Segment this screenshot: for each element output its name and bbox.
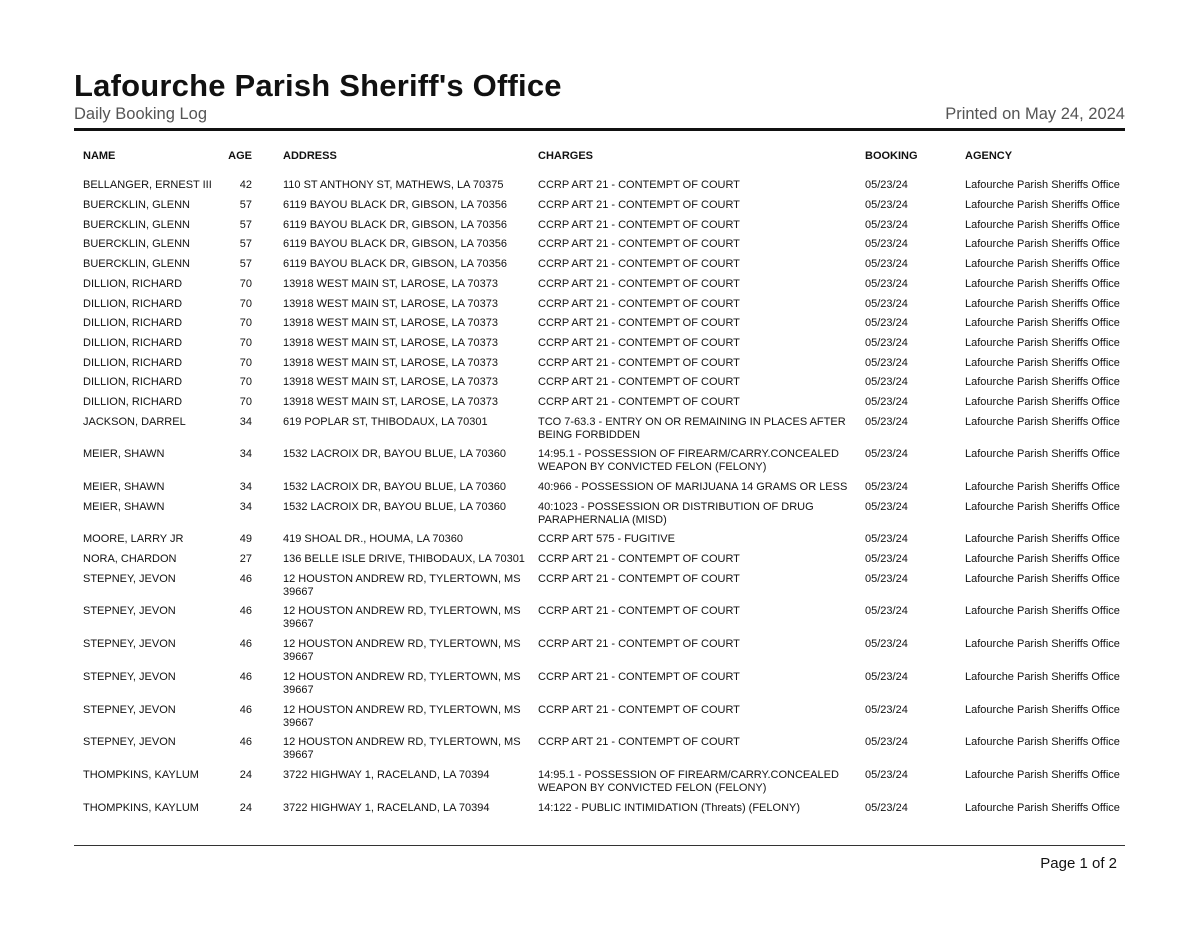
agency-cell: Lafourche Parish Sheriffs Office: [965, 500, 1120, 513]
address-cell: 13918 WEST MAIN ST, LAROSE, LA 70373: [283, 356, 499, 369]
booking-date-cell: 05/23/24: [865, 415, 908, 428]
charges-cell: 14:95.1 - POSSESSION OF FIREARM/CARRY.CONCEALED WEAPON BY CONVICTED FELON (FELONY): [538, 448, 839, 474]
charges-cell: CCRP ART 21 - CONTEMPT OF COURT: [538, 572, 740, 585]
agency-cell: Lafourche Parish Sheriffs Office: [965, 572, 1120, 585]
booking-date-cell: 05/23/24: [865, 448, 908, 461]
address-cell: 110 ST ANTHONY ST, MATHEWS, LA 70375: [283, 179, 504, 192]
agency-cell: Lafourche Parish Sheriffs Office: [965, 415, 1120, 428]
charges-cell: CCRP ART 21 - CONTEMPT OF COURT: [538, 336, 740, 349]
name-cell: BUERCKLIN, GLENN: [83, 199, 190, 212]
table-row: [83, 497, 1125, 530]
agency-cell: Lafourche Parish Sheriffs Office: [965, 605, 1120, 618]
age-cell: 57: [239, 258, 252, 271]
address-cell: 1532 LACROIX DR, BAYOU BLUE, LA 70360: [283, 481, 506, 494]
table-row: [83, 393, 1125, 413]
table-row: [83, 478, 1125, 498]
booking-date-cell: 05/23/24: [865, 199, 908, 212]
address-cell: 13918 WEST MAIN ST, LAROSE, LA 70373: [283, 317, 499, 330]
table-row: [83, 353, 1125, 373]
booking-date-cell: 05/23/24: [865, 533, 908, 546]
charges-cell: TCO 7-63.3 - ENTRY ON OR REMAINING IN PLACES AFTER BEING FORBIDDEN: [538, 415, 846, 441]
charges-cell: CCRP ART 21 - CONTEMPT OF COURT: [538, 703, 740, 716]
address-cell: 12 HOUSTON ANDREW RD, TYLERTOWN, MS 39667: [283, 703, 521, 729]
charges-cell: CCRP ART 21 - CONTEMPT OF COURT: [538, 605, 740, 618]
booking-date-cell: 05/23/24: [865, 336, 908, 349]
charges-cell: CCRP ART 21 - CONTEMPT OF COURT: [538, 258, 740, 271]
booking-date-cell: 05/23/24: [865, 277, 908, 290]
name-cell: MEIER, SHAWN: [83, 500, 165, 513]
name-cell: DILLION, RICHARD: [83, 277, 183, 290]
address-cell: 6119 BAYOU BLACK DR, GIBSON, LA 70356: [283, 218, 507, 231]
charges-cell: CCRP ART 21 - CONTEMPT OF COURT: [538, 638, 740, 651]
name-cell: BELLANGER, ERNEST III: [83, 179, 212, 192]
agency-cell: Lafourche Parish Sheriffs Office: [965, 317, 1120, 330]
booking-date-cell: 05/23/24: [865, 500, 908, 513]
age-cell: 34: [239, 500, 252, 513]
table-row: [83, 294, 1125, 314]
table-row: [83, 215, 1125, 235]
charges-cell: CCRP ART 21 - CONTEMPT OF COURT: [538, 277, 740, 290]
booking-table: [83, 145, 1125, 818]
age-cell: 46: [239, 638, 252, 651]
age-cell: 70: [239, 277, 252, 290]
agency-cell: Lafourche Parish Sheriffs Office: [965, 768, 1120, 781]
page-subtitle: Daily Booking Log: [74, 105, 207, 123]
col-agency: AGENCY: [965, 150, 1013, 162]
table-row: [83, 255, 1125, 275]
table-row: [83, 274, 1125, 294]
agency-cell: Lafourche Parish Sheriffs Office: [965, 670, 1120, 683]
agency-cell: Lafourche Parish Sheriffs Office: [965, 179, 1120, 192]
age-cell: 24: [239, 801, 252, 814]
name-cell: DILLION, RICHARD: [83, 356, 183, 369]
col-age: AGE: [228, 150, 252, 162]
name-cell: JACKSON, DARREL: [83, 415, 186, 428]
table-row: [83, 635, 1125, 668]
booking-date-cell: 05/23/24: [865, 736, 908, 749]
table-row: [83, 602, 1125, 635]
table-row: [83, 530, 1125, 550]
agency-cell: Lafourche Parish Sheriffs Office: [965, 258, 1120, 271]
name-cell: DILLION, RICHARD: [83, 317, 183, 330]
booking-date-cell: 05/23/24: [865, 703, 908, 716]
agency-cell: Lafourche Parish Sheriffs Office: [965, 533, 1120, 546]
booking-date-cell: 05/23/24: [865, 297, 908, 310]
address-cell: 136 BELLE ISLE DRIVE, THIBODAUX, LA 70301: [283, 553, 525, 566]
name-cell: THOMPKINS, KAYLUM: [83, 768, 199, 781]
charges-cell: CCRP ART 21 - CONTEMPT OF COURT: [538, 553, 740, 566]
name-cell: BUERCKLIN, GLENN: [83, 258, 190, 271]
table-row: [83, 766, 1125, 799]
charges-cell: CCRP ART 21 - CONTEMPT OF COURT: [538, 297, 740, 310]
name-cell: NORA, CHARDON: [83, 553, 177, 566]
age-cell: 42: [239, 179, 252, 192]
booking-date-cell: 05/23/24: [865, 572, 908, 585]
table-row: [83, 667, 1125, 700]
table-row: [83, 196, 1125, 216]
age-cell: 46: [239, 605, 252, 618]
age-cell: 70: [239, 356, 252, 369]
booking-date-cell: 05/23/24: [865, 218, 908, 231]
agency-cell: Lafourche Parish Sheriffs Office: [965, 448, 1120, 461]
booking-date-cell: 05/23/24: [865, 317, 908, 330]
col-charges: CHARGES: [538, 150, 594, 162]
page-number: Page 1 of 2: [1040, 855, 1117, 872]
agency-cell: Lafourche Parish Sheriffs Office: [965, 356, 1120, 369]
charges-cell: CCRP ART 21 - CONTEMPT OF COURT: [538, 376, 740, 389]
col-address: ADDRESS: [283, 150, 337, 162]
booking-date-cell: 05/23/24: [865, 801, 908, 814]
address-cell: 6119 BAYOU BLACK DR, GIBSON, LA 70356: [283, 258, 507, 271]
agency-cell: Lafourche Parish Sheriffs Office: [965, 238, 1120, 251]
booking-date-cell: 05/23/24: [865, 638, 908, 651]
age-cell: 34: [239, 415, 252, 428]
agency-cell: Lafourche Parish Sheriffs Office: [965, 553, 1120, 566]
age-cell: 24: [239, 768, 252, 781]
booking-date-cell: 05/23/24: [865, 670, 908, 683]
name-cell: DILLION, RICHARD: [83, 297, 183, 310]
charges-cell: CCRP ART 575 - FUGITIVE: [538, 533, 675, 546]
col-name: NAME: [83, 150, 116, 162]
address-cell: 619 POPLAR ST, THIBODAUX, LA 70301: [283, 415, 488, 428]
table-row: [83, 334, 1125, 354]
table-row: [83, 700, 1125, 733]
address-cell: 12 HOUSTON ANDREW RD, TYLERTOWN, MS 39667: [283, 736, 521, 762]
charges-cell: CCRP ART 21 - CONTEMPT OF COURT: [538, 356, 740, 369]
address-cell: 13918 WEST MAIN ST, LAROSE, LA 70373: [283, 376, 499, 389]
table-row: [83, 445, 1125, 478]
booking-date-cell: 05/23/24: [865, 258, 908, 271]
table-row: [83, 235, 1125, 255]
address-cell: 419 SHOAL DR., HOUMA, LA 70360: [283, 533, 463, 546]
name-cell: DILLION, RICHARD: [83, 336, 183, 349]
age-cell: 46: [239, 703, 252, 716]
agency-cell: Lafourche Parish Sheriffs Office: [965, 199, 1120, 212]
address-cell: 1532 LACROIX DR, BAYOU BLUE, LA 70360: [283, 448, 506, 461]
age-cell: 70: [239, 297, 252, 310]
agency-cell: Lafourche Parish Sheriffs Office: [965, 376, 1120, 389]
name-cell: DILLION, RICHARD: [83, 376, 183, 389]
booking-date-cell: 05/23/24: [865, 553, 908, 566]
booking-date-cell: 05/23/24: [865, 238, 908, 251]
name-cell: BUERCKLIN, GLENN: [83, 218, 190, 231]
footer-divider: [74, 845, 1125, 846]
address-cell: 13918 WEST MAIN ST, LAROSE, LA 70373: [283, 395, 499, 408]
charges-cell: 40:1023 - POSSESSION OR DISTRIBUTION OF DRUG PARAPHERNALIA (MISD): [538, 500, 814, 526]
page-title: Lafourche Parish Sheriff's Office: [74, 68, 562, 103]
table-row: [83, 569, 1125, 602]
agency-cell: Lafourche Parish Sheriffs Office: [965, 395, 1120, 408]
table-row: [83, 412, 1125, 445]
printed-date: Printed on May 24, 2024: [945, 105, 1125, 123]
age-cell: 34: [239, 481, 252, 494]
booking-date-cell: 05/23/24: [865, 376, 908, 389]
age-cell: 46: [239, 670, 252, 683]
col-booking: BOOKING: [865, 150, 918, 162]
address-cell: 1532 LACROIX DR, BAYOU BLUE, LA 70360: [283, 500, 506, 513]
table-row: [83, 176, 1125, 196]
name-cell: STEPNEY, JEVON: [83, 670, 176, 683]
age-cell: 57: [239, 218, 252, 231]
name-cell: STEPNEY, JEVON: [83, 605, 176, 618]
name-cell: MEIER, SHAWN: [83, 481, 165, 494]
address-cell: 12 HOUSTON ANDREW RD, TYLERTOWN, MS 39667: [283, 638, 521, 664]
age-cell: 27: [239, 553, 252, 566]
charges-cell: CCRP ART 21 - CONTEMPT OF COURT: [538, 670, 740, 683]
name-cell: THOMPKINS, KAYLUM: [83, 801, 199, 814]
booking-date-cell: 05/23/24: [865, 481, 908, 494]
agency-cell: Lafourche Parish Sheriffs Office: [965, 218, 1120, 231]
name-cell: MEIER, SHAWN: [83, 448, 165, 461]
address-cell: 6119 BAYOU BLACK DR, GIBSON, LA 70356: [283, 199, 507, 212]
charges-cell: 40:966 - POSSESSION OF MARIJUANA 14 GRAMS OR LESS: [538, 481, 848, 494]
address-cell: 13918 WEST MAIN ST, LAROSE, LA 70373: [283, 277, 499, 290]
age-cell: 46: [239, 572, 252, 585]
charges-cell: CCRP ART 21 - CONTEMPT OF COURT: [538, 179, 740, 192]
charges-cell: CCRP ART 21 - CONTEMPT OF COURT: [538, 238, 740, 251]
charges-cell: 14:122 - PUBLIC INTIMIDATION (Threats) (FELONY): [538, 801, 801, 814]
agency-cell: Lafourche Parish Sheriffs Office: [965, 801, 1120, 814]
age-cell: 70: [239, 336, 252, 349]
address-cell: 3722 HIGHWAY 1, RACELAND, LA 70394: [283, 768, 490, 781]
charges-cell: CCRP ART 21 - CONTEMPT OF COURT: [538, 199, 740, 212]
agency-cell: Lafourche Parish Sheriffs Office: [965, 336, 1120, 349]
charges-cell: CCRP ART 21 - CONTEMPT OF COURT: [538, 218, 740, 231]
name-cell: STEPNEY, JEVON: [83, 736, 176, 749]
agency-cell: Lafourche Parish Sheriffs Office: [965, 703, 1120, 716]
charges-cell: CCRP ART 21 - CONTEMPT OF COURT: [538, 317, 740, 330]
name-cell: STEPNEY, JEVON: [83, 572, 176, 585]
address-cell: 13918 WEST MAIN ST, LAROSE, LA 70373: [283, 336, 499, 349]
address-cell: 12 HOUSTON ANDREW RD, TYLERTOWN, MS 39667: [283, 670, 521, 696]
name-cell: BUERCKLIN, GLENN: [83, 238, 190, 251]
table-row: [83, 798, 1125, 818]
name-cell: STEPNEY, JEVON: [83, 638, 176, 651]
booking-date-cell: 05/23/24: [865, 356, 908, 369]
address-cell: 12 HOUSTON ANDREW RD, TYLERTOWN, MS 39667: [283, 572, 521, 598]
age-cell: 46: [239, 736, 252, 749]
agency-cell: Lafourche Parish Sheriffs Office: [965, 277, 1120, 290]
charges-cell: 14:95.1 - POSSESSION OF FIREARM/CARRY.CONCEALED WEAPON BY CONVICTED FELON (FELONY): [538, 768, 839, 794]
agency-cell: Lafourche Parish Sheriffs Office: [965, 297, 1120, 310]
age-cell: 70: [239, 317, 252, 330]
booking-date-cell: 05/23/24: [865, 768, 908, 781]
name-cell: MOORE, LARRY JR: [83, 533, 184, 546]
header-divider: [74, 128, 1125, 131]
booking-date-cell: 05/23/24: [865, 179, 908, 192]
table-row: [83, 733, 1125, 766]
age-cell: 57: [239, 199, 252, 212]
table-header-row: [83, 145, 1125, 176]
name-cell: DILLION, RICHARD: [83, 395, 183, 408]
charges-cell: CCRP ART 21 - CONTEMPT OF COURT: [538, 736, 740, 749]
age-cell: 70: [239, 395, 252, 408]
age-cell: 34: [239, 448, 252, 461]
booking-date-cell: 05/23/24: [865, 395, 908, 408]
age-cell: 49: [239, 533, 252, 546]
charges-cell: CCRP ART 21 - CONTEMPT OF COURT: [538, 395, 740, 408]
agency-cell: Lafourche Parish Sheriffs Office: [965, 736, 1120, 749]
address-cell: 6119 BAYOU BLACK DR, GIBSON, LA 70356: [283, 238, 507, 251]
booking-date-cell: 05/23/24: [865, 605, 908, 618]
age-cell: 57: [239, 238, 252, 251]
age-cell: 70: [239, 376, 252, 389]
agency-cell: Lafourche Parish Sheriffs Office: [965, 638, 1120, 651]
name-cell: STEPNEY, JEVON: [83, 703, 176, 716]
agency-cell: Lafourche Parish Sheriffs Office: [965, 481, 1120, 494]
address-cell: 3722 HIGHWAY 1, RACELAND, LA 70394: [283, 801, 490, 814]
table-row: [83, 314, 1125, 334]
table-row: [83, 373, 1125, 393]
address-cell: 12 HOUSTON ANDREW RD, TYLERTOWN, MS 39667: [283, 605, 521, 631]
address-cell: 13918 WEST MAIN ST, LAROSE, LA 70373: [283, 297, 499, 310]
table-row: [83, 550, 1125, 570]
